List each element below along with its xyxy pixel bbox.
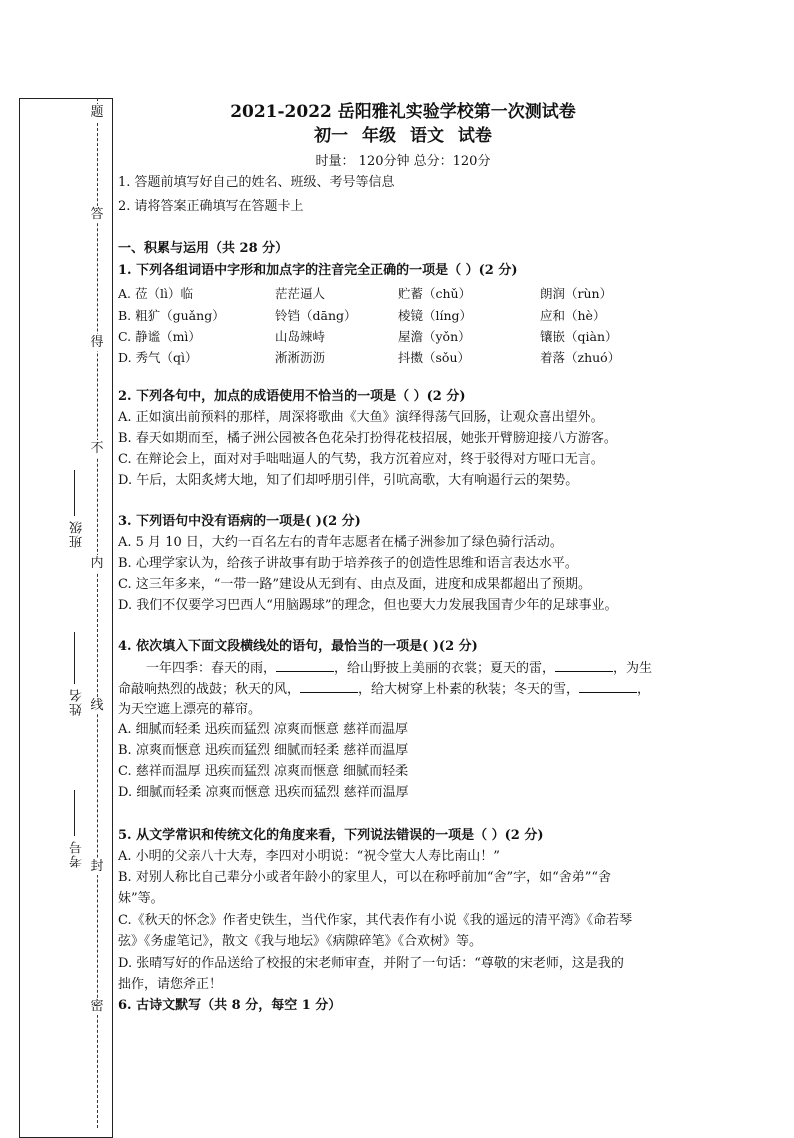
q2-option: A. 正如演出前预料的那样，周深将歌曲《大鱼》演绎得荡气回肠，让观众喜出望外。: [118, 410, 604, 425]
q1-option-cell: C. 静谧（mì）: [118, 329, 201, 344]
q5-line: D. 张晴写好的作品送给了校报的宋老师审查，并附了一句话：“尊敬的宋老师，这是我的: [118, 956, 624, 971]
time-info: 时量： 120分钟 总分：120分: [315, 154, 491, 169]
question-stem: 3. 下列语句中没有语病的一项是( )(2 分): [118, 514, 361, 529]
seal-char: 不: [90, 441, 104, 456]
section-heading: 一、积累与运用（共 28 分）: [118, 241, 289, 256]
q1-option-cell: 茫茫逼人: [275, 286, 326, 301]
q1-option-cell: D. 秀气（qì）: [118, 350, 198, 365]
question-stem: 4. 依次填入下面文段横线处的语句，最恰当的一项是( )(2 分): [118, 639, 478, 654]
q2-option: D. 午后，太阳炙烤大地，知了们却呼朋引伴，引吭高歌，大有响遏行云的架势。: [118, 473, 579, 488]
question-stem: 6. 古诗文默写（共 8 分，每空 1 分）: [118, 998, 342, 1013]
seal-char: 题: [90, 105, 104, 120]
class-label: 班级: [70, 520, 85, 548]
q1-option-cell: 棱镜（líng）: [398, 308, 473, 323]
q1-option-cell: 铃铛（dāng）: [275, 308, 357, 323]
q2-option: C. 在辩论会上，面对对手咄咄逼人的气势，我方沉着应对，终于驳得对方哑口无言。: [118, 452, 604, 467]
q4-option: C. 慈祥而温厚 迅疾而猛烈 凉爽而惬意 细腻而轻柔: [118, 764, 409, 779]
q1-option-cell: 屋澹（yǒn）: [398, 329, 471, 344]
q1-option-cell: 朗润（rùn）: [540, 286, 613, 301]
page-subtitle: 初一 年级 语文 试卷: [314, 126, 492, 146]
question-stem: 1. 下列各组词语中字形和加点字的注音完全正确的一项是（ ）(2 分): [118, 263, 518, 278]
fill-blank[interactable]: [300, 680, 358, 693]
fill-blank[interactable]: [579, 680, 637, 693]
q3-option: B. 心理学家认为，给孩子讲故事有助于培养孩子的创造性思维和语言表达水平。: [118, 556, 578, 571]
q1-option-cell: 贮蓄（chǔ）: [398, 286, 472, 301]
q5-line: A. 小明的父亲八十大寿，李四对小明说：“祝令堂大人寿比南山！”: [118, 849, 500, 864]
q4-passage-line: 一年四季：春天的雨， ，给山野披上美丽的衣裳；夏天的雷， ，为生: [146, 661, 653, 676]
exam-no-label: 考号: [70, 840, 85, 868]
seal-char: 封: [90, 859, 104, 874]
q3-option: A. 5 月 10 日，大约一百名左右的青年志愿者在橘子洲参加了绿色骑行活动。: [118, 535, 563, 550]
q1-option-cell: 着落（zhuó）: [540, 350, 621, 365]
q1-option-cell: A. 莅（lì）临: [118, 286, 193, 301]
class-write-line[interactable]: [74, 470, 75, 516]
question-stem: 2. 下列各句中，加点的成语使用不恰当的一项是（ ）(2 分): [118, 389, 466, 404]
instruction: 1. 答题前填写好自己的姓名、班级、考号等信息: [118, 175, 395, 190]
q3-option: C. 这三年多来，“一带一路”建设从无到有、由点及面，进度和成果都超出了预期。: [118, 577, 592, 592]
exam-no-write-line[interactable]: [74, 790, 75, 836]
q5-line: 妹”等。: [118, 891, 164, 906]
fill-blank[interactable]: [555, 659, 613, 672]
question-stem: 5. 从文学常识和传统文化的角度来看，下列说法错误的一项是（ ）(2 分): [118, 828, 544, 843]
q3-option: D. 我们不仅要学习巴西人“用脑踢球”的理念，但也要大力发展我国青少年的足球事业。: [118, 598, 618, 613]
q2-option: B. 春天如期而至，橘子洲公园被各色花朵打扮得花枝招展，她张开臂膀迎接八方游客。: [118, 431, 617, 446]
binding-margin: [19, 98, 113, 1138]
page-title: 2021-2022 岳阳雅礼实验学校第一次测试卷: [230, 102, 576, 122]
seal-char: 线: [90, 698, 104, 713]
q4-passage-line: 命敲响热烈的战鼓；秋天的风， ，给大树穿上朴素的秋装；冬天的雪， ，: [118, 682, 651, 697]
q1-option-cell: B. 粗犷（guǎng）: [118, 308, 225, 323]
q4-passage-line: 为天空遮上漂亮的幕帘。: [118, 702, 262, 717]
q5-line: B. 对别人称比自己辈分小或者年龄小的家里人，可以在称呼前加“舍”字，如“舍弟”“舍: [118, 870, 612, 885]
q1-option-cell: 抖擞（sǒu）: [398, 350, 470, 365]
q1-option-cell: 镶嵌（qiàn）: [540, 329, 618, 344]
name-write-line[interactable]: [74, 632, 75, 684]
q1-option-cell: 淅淅沥沥: [275, 350, 326, 365]
seal-char: 内: [90, 556, 104, 571]
q5-line: 拙作，请您斧正！: [118, 977, 223, 992]
fill-blank[interactable]: [276, 659, 334, 672]
q5-line: C.《秋天的怀念》作者史铁生，当代作家，其代表作有小说《我的遥远的清平湾》《命若琴: [118, 913, 633, 928]
instruction: 2. 请将答案正确填写在答题卡上: [118, 199, 304, 214]
seal-char: 答: [90, 207, 104, 222]
name-label: 姓名: [70, 688, 85, 716]
q5-line: 弦》《务虚笔记》，散文《我与地坛》《病隙碎笔》《合欢树》等。: [118, 934, 483, 949]
seal-char: 密: [90, 999, 104, 1014]
q1-option-cell: 应和（hè）: [540, 308, 606, 323]
q4-option: B. 凉爽而惬意 迅疾而猛烈 细腻而轻柔 慈祥而温厚: [118, 743, 409, 758]
q4-option: D. 细腻而轻柔 凉爽而惬意 迅疾而猛烈 慈祥而温厚: [118, 785, 409, 800]
q4-option: A. 细腻而轻柔 迅疾而猛烈 凉爽而惬意 慈祥而温厚: [118, 722, 409, 737]
seal-char: 得: [90, 335, 104, 350]
seal-line: [97, 98, 98, 1128]
q1-option-cell: 山岛竦峙: [275, 329, 326, 344]
